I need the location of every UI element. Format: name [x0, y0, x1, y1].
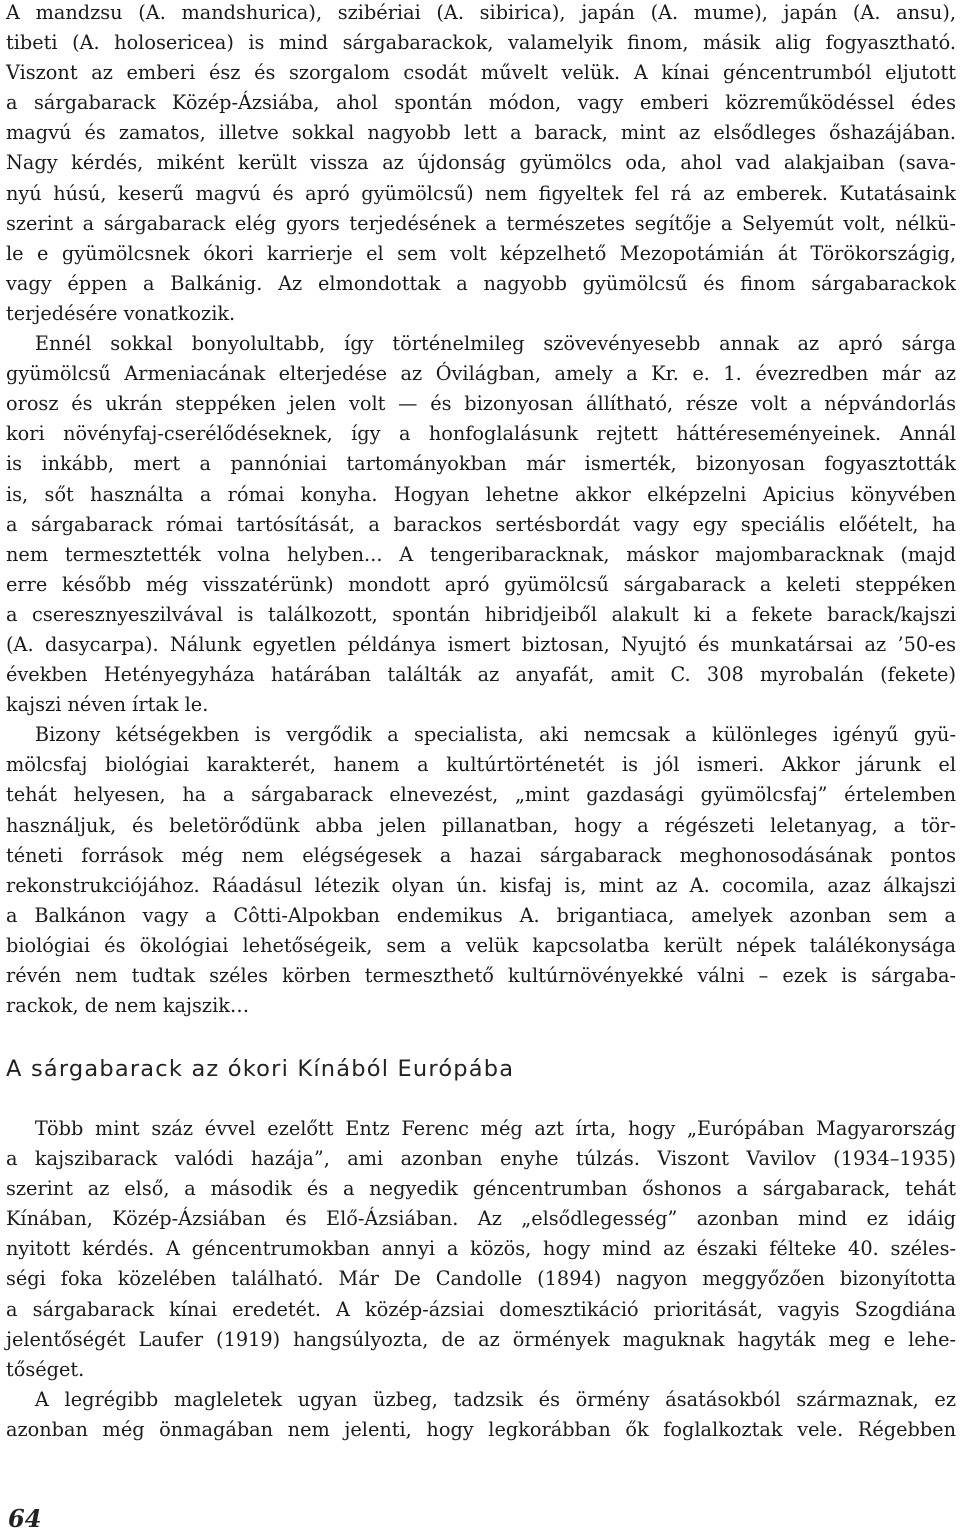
text-line: a sárgabarack kínai eredetét. A közép-ázsiai domesztikáció prioritását, vagyis Szogdiána — [6, 1297, 956, 1321]
text-line: azonban még önmagában nem jelenti, hogy legkorábban ők foglalkoztak vele. Régebben — [6, 1417, 956, 1441]
text-line: nyú húsú, keserű magvú és apró gyümölcsű) nem figyeltek fel rá az emberek. Kutatásaink — [6, 181, 956, 205]
text-line: nyitott kérdés. A géncentrumokban annyi a közös, hogy mind az északi félteke 40. széles- — [6, 1237, 956, 1261]
text-line: a sárgabarack Közép-Ázsiába, ahol spontán módon, vagy emberi közreműködéssel édes — [6, 91, 956, 115]
text-line: években Hetényegyháza határában találták az anyafát, amit C. 308 myrobalán (fekete) — [6, 663, 956, 687]
text-line: a kajszibarack valódi hazája”, ami azonban enyhe túlzás. Viszont Vavilov (1934–1935) — [6, 1147, 956, 1171]
text-line: használjuk, és beletörődünk abba jelen pillanatban, hogy a régészeti leletanyag, a tör- — [6, 813, 956, 837]
text-line: nem termesztették volna helyben... A tengeribaracknak, máskor majombaracknak (majd — [6, 542, 956, 566]
text-line: téneti források még nem elégségesek a hazai sárgabarack meghonosodásának pontos — [6, 843, 956, 867]
text-line: gyümölcsű Armeniacának elterjedése az Óvilágban, amely a Kr. e. 1. évezredben már az — [6, 362, 956, 386]
text-line: Ennél sokkal bonyolultabb, így történelmileg szövevényesebb annak az apró sárga — [6, 332, 956, 356]
text-line: szerint az első, a második és a negyedik géncentrumban őshonos a sárgabarack, tehát — [6, 1177, 956, 1201]
text-line: (A. dasycarpa). Nálunk egyetlen példánya ismert biztosan, Nyujtó és munkatársai az ’50-es — [6, 632, 956, 656]
text-line: vagy éppen a Balkánig. Az elmondottak a nagyobb gyümölcsű és finom sárgabarackok — [6, 271, 956, 295]
text-line: Viszont az emberi ész és szorgalom csodát művelt velük. A kínai géncentrumból eljutott — [6, 61, 956, 85]
text-line: a cseresznyeszilvával is találkozott, spontán hibridjeiből alakult ki a fekete barack/kajszi — [6, 602, 956, 626]
text-line: le e gyümölcsnek ókori karrierje el sem volt képzelhető Mezopotámián át Törökországig, — [6, 241, 956, 265]
text-line: jelentőségét Laufer (1919) hangsúlyozta, de az örmények maguknak hagyták meg e lehe- — [6, 1327, 956, 1351]
text-line: révén nem tudtak széles körben termeszthető kultúrnövényekké válni – ezek is sárgaba- — [6, 964, 956, 987]
text-line: tibeti (A. holosericea) is mind sárgabarackok, valamelyik finom, másik alig fogyasztható. — [6, 31, 956, 55]
text-line: A mandzsu (A. mandshurica), szibériai (A. sibirica), japán (A. mume), japán (A. ansu), — [6, 1, 956, 24]
body-text-part-1 — [6, 0, 956, 1021]
text-line: magvú és zamatos, illetve sokkal nagyobb lett a barack, mint az elsődleges őshazájában. — [6, 121, 956, 145]
text-line: Több mint száz évvel ezelőtt Entz Ferenc még azt írta, hogy „Európában Magyarország — [6, 1117, 956, 1140]
text-line: erre később még visszatérünk) mondott apró gyümölcsű sárgabarack a keleti steppéken — [6, 572, 956, 596]
text-line: rekonstrukciójához. Ráadásul létezik olyan ún. kisfaj is, mint az A. cocomila, azaz álkajszi — [6, 873, 956, 897]
text-line: szerint a sárgabarack elég gyors terjedésének a természetes segítője a Selyemút volt, nélkü- — [6, 211, 956, 235]
text-line: Kínában, Közép-Ázsiában és Elő-Ázsiában. Az „elsődlegesség” azonban mind ez idáig — [6, 1207, 956, 1231]
text-line: Nagy kérdés, miként került vissza az újdonság gyümölcs oda, ahol vad alakjaiban (sava- — [6, 151, 956, 175]
text-line: ségi foka közelében található. Már De Candolle (1894) nagyon meggyőzően bizonyította — [6, 1267, 956, 1291]
text-line: tehát helyesen, ha a sárgabarack elnevezést, „mint gazdasági gyümölcsfaj” értelemben — [6, 783, 956, 807]
section-heading: A sárgabarack az ókori Kínából Európába — [6, 1056, 515, 1082]
text-line: a Balkánon vagy a Côtti-Alpokban endemikus A. brigantiaca, amelyek azonban sem a — [6, 903, 956, 927]
text-line: is, sőt használta a római konyha. Hogyan lehetne akkor elképzelni Apicius könyvében — [6, 482, 956, 506]
body-text-part-2 — [6, 1114, 956, 1445]
text-line: Bizony kétségekben is vergődik a specialista, aki nemcsak a különleges igényű gyü- — [6, 723, 956, 747]
text-line: tőséget. — [6, 1357, 85, 1381]
text-line: a sárgabarack római tartósítását, a barackos sertésbordát vagy egy speciális előételt, ha — [6, 512, 956, 536]
text-line: A legrégibb magleletek ugyan üzbeg, tadzsik és örmény ásatásokból származnak, ez — [6, 1387, 956, 1411]
text-line: orosz és ukrán steppéken jelen volt — és bizonyosan állítható, része volt a népvándorlás — [6, 392, 956, 416]
text-line: is inkább, mert a pannóniai tartományokban már ismerték, bizonyosan fogyasztották — [6, 452, 956, 476]
page-number: 64 — [8, 1504, 42, 1533]
text-line: kori növényfaj-cserélődéseknek, így a honfoglalásunk rejtett háttéreseményeinek. Annál — [6, 422, 956, 446]
text-line: terjedésére vonatkozik. — [6, 301, 236, 325]
text-line: biológiai és ökológiai lehetőségeik, sem a velük kapcsolatba került népek találékonysága — [6, 933, 956, 957]
text-line: mölcsfaj biológiai karakterét, hanem a kultúrtörténetét is jól ismeri. Akkor járunk el — [6, 753, 956, 777]
text-line: kajszi néven írtak le. — [6, 693, 209, 717]
text-line: rackok, de nem kajszik… — [6, 994, 250, 1018]
